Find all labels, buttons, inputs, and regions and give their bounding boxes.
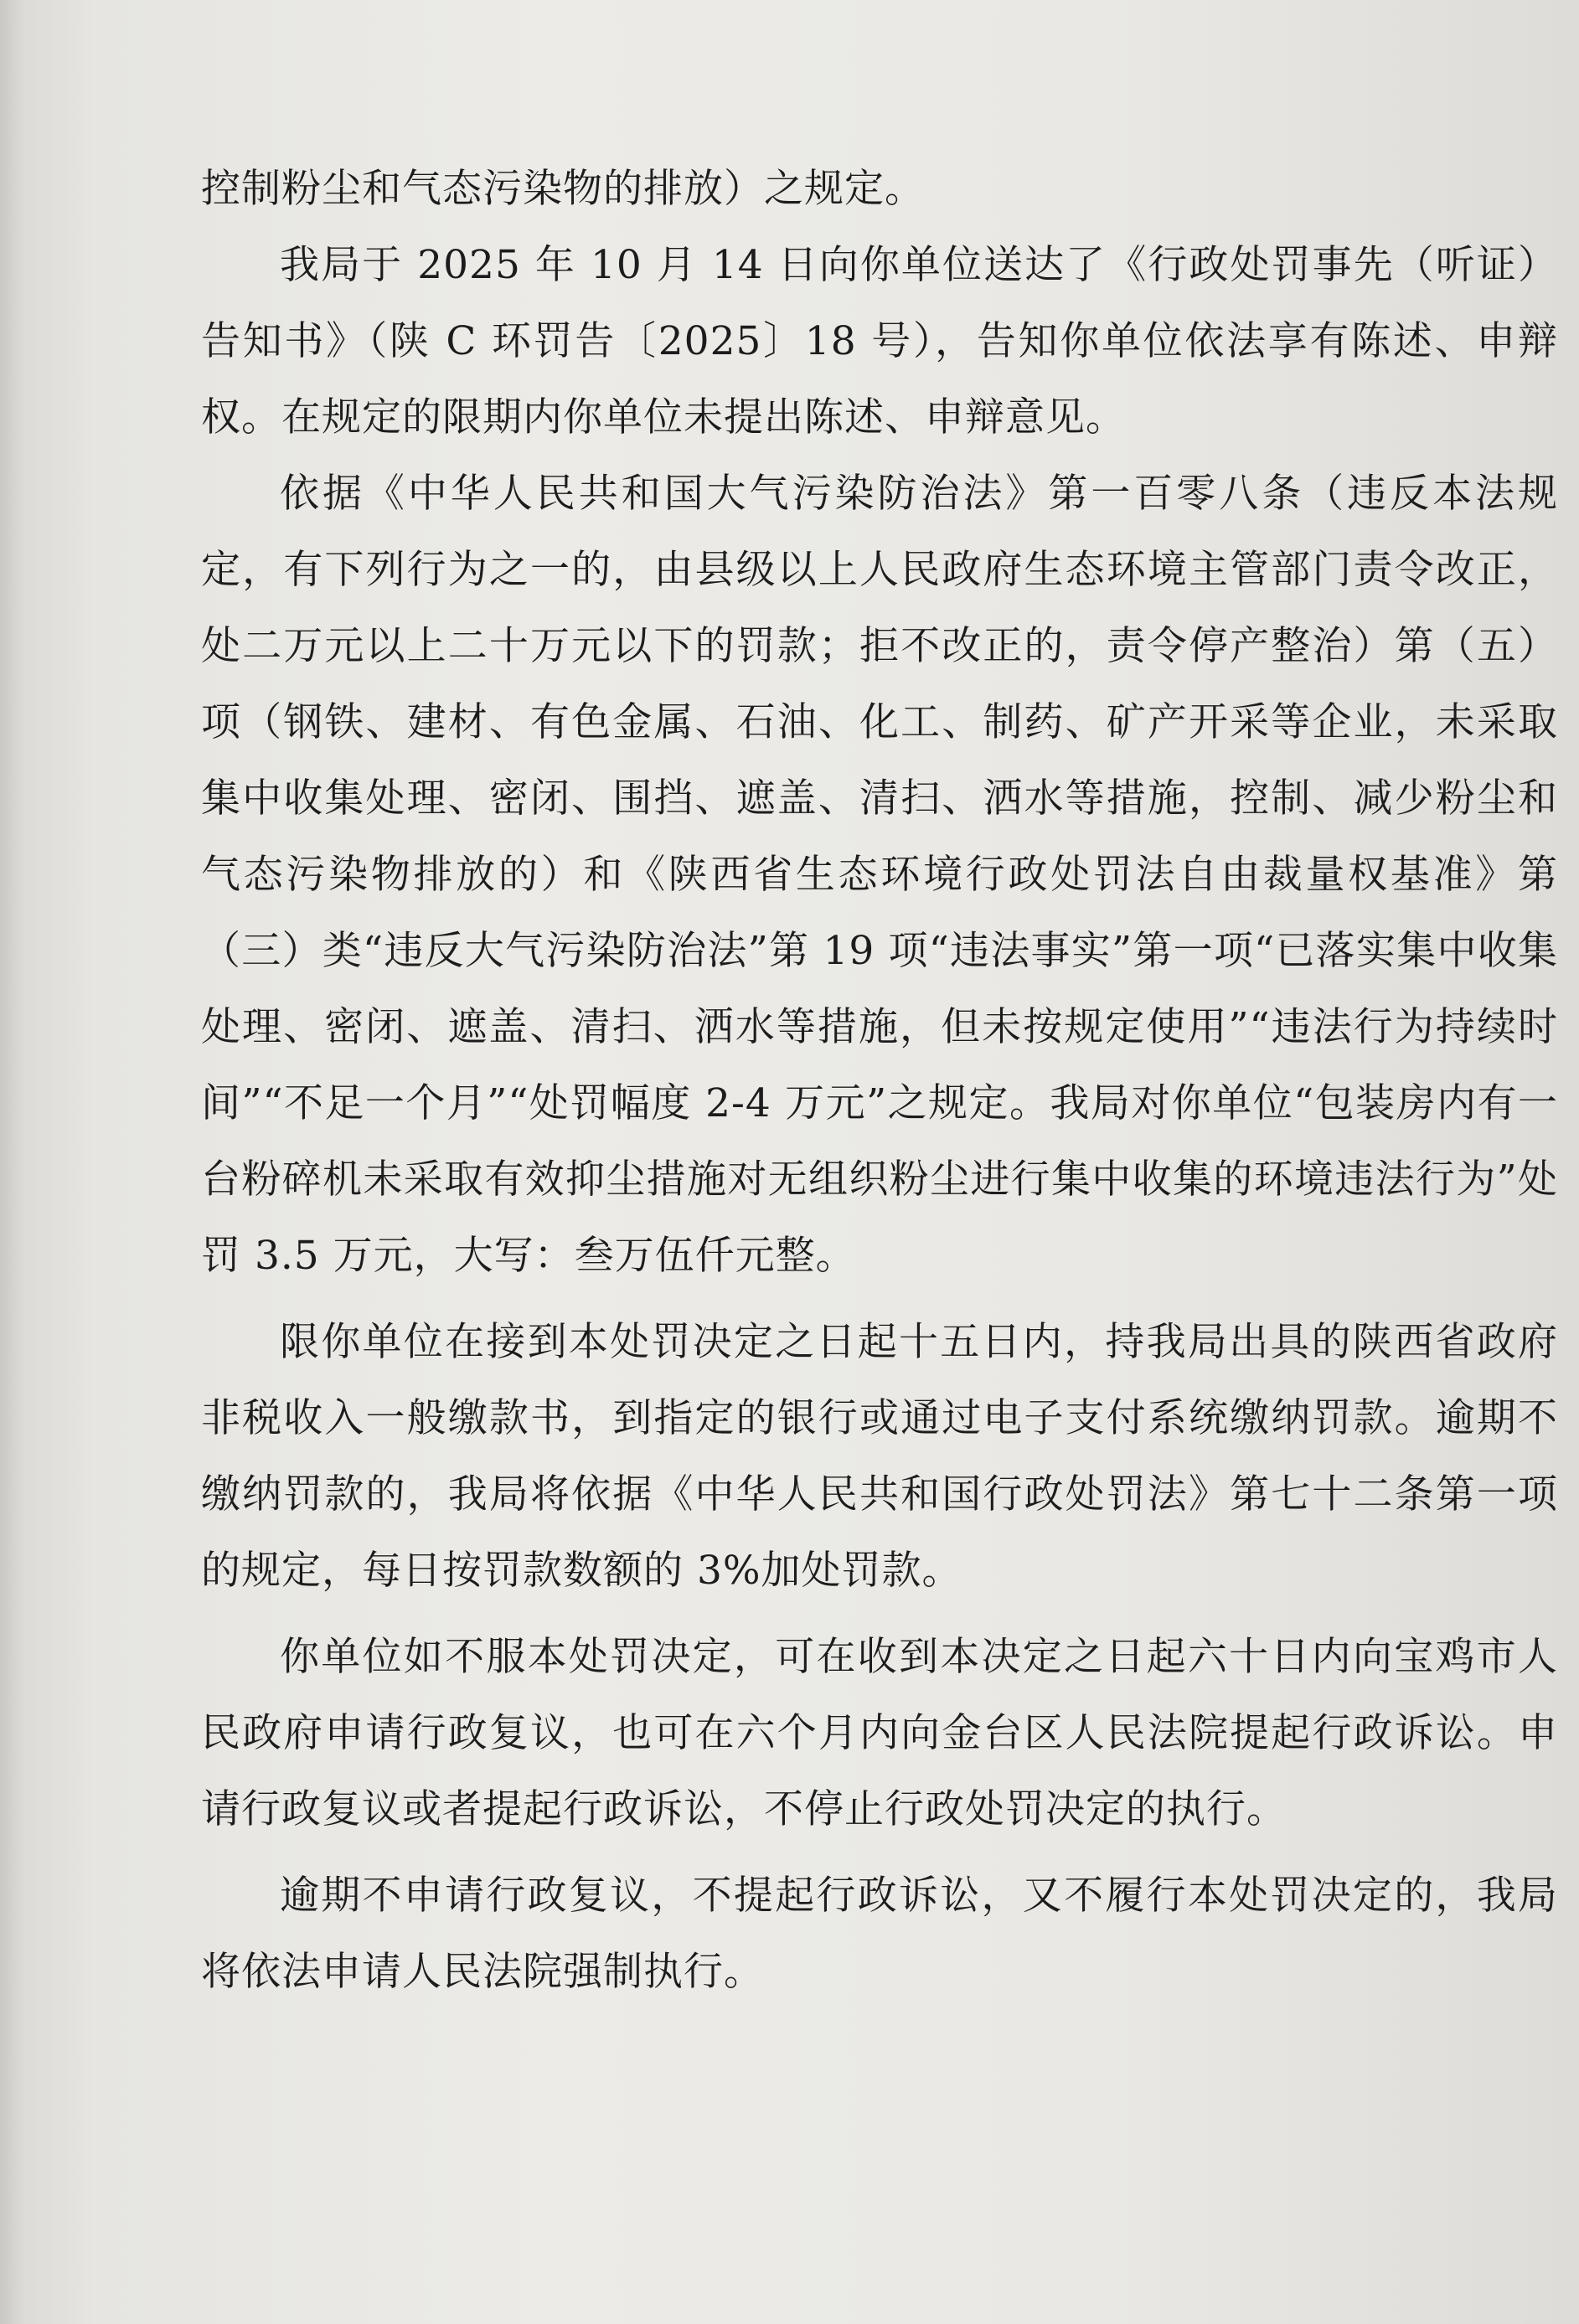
paragraph-enforcement: 逾期不申请行政复议，不提起行政诉讼，又不履行本处罚决定的，我局将依法申请人民法院强制执行。 [201,1873,1558,1995]
document-body [201,151,1558,2010]
paragraph-notice-delivery: 我局于 2025 年 10 月 14 日向你单位送达了《行政处罚事先（听证）告知书》（陕 C 环罚告〔2025〕18 号），告知你单位依法享有陈述、申辩权。在规定的限期内你单位未提出陈述、申辩意见。 [201,242,1558,441]
paragraph-appeal-rights: 你单位如不服本处罚决定，可在收到本决定之日起六十日内向宝鸡市人民政府申请行政复议，也可在六个月内向金台区人民法院提起行政诉讼。申请行政复议或者提起行政诉讼，不停止行政处罚决定的执行。 [201,1634,1558,1832]
paragraph-regulation-end: 控制粉尘和气态污染物的排放）之规定。 [201,166,925,212]
paragraph-legal-basis: 依据《中华人民共和国大气污染防治法》第一百零八条（违反本法规定，有下列行为之一的，由县级以上人民政府生态环境主管部门责令改正，处二万元以上二十万元以下的罚款；拒不改正的，责令停产整治）第（五）项（钢铁、建材、有色金属、石油、化工、制药、矿产开采等企业，未采取集中收集处理、密闭、围挡、遮盖、清扫、洒水等措施，控制、减少粉尘和气态污染物排放的）和《陕西省生态环境行政处罚法自由裁量权基准》第（三）类“违反大气污染防治法”第 19 项“违法事实”第一项“已落实集中收集处理、密闭、遮盖、清扫、洒水等措施，但未按规定使用”“违法行为持续时间”“不足一个月”“处罚幅度 2-4 万元”之规定。我局对你单位“包装房内有一台粉碎机未采取有效抑尘措施对无组织粉尘进行集中收集的环境违法行为”处罚 3.5 万元，大写：叁万伍仟元整。 [201,471,1558,1279]
page-shadow-edge [0,0,23,2324]
paragraph-payment-deadline: 限你单位在接到本处罚决定之日起十五日内，持我局出具的陕西省政府非税收入一般缴款书，到指定的银行或通过电子支付系统缴纳罚款。逾期不缴纳罚款的，我局将依据《中华人民共和国行政处罚法》第七十二条第一项的规定，每日按罚款数额的 3%加处罚款。 [201,1319,1558,1594]
